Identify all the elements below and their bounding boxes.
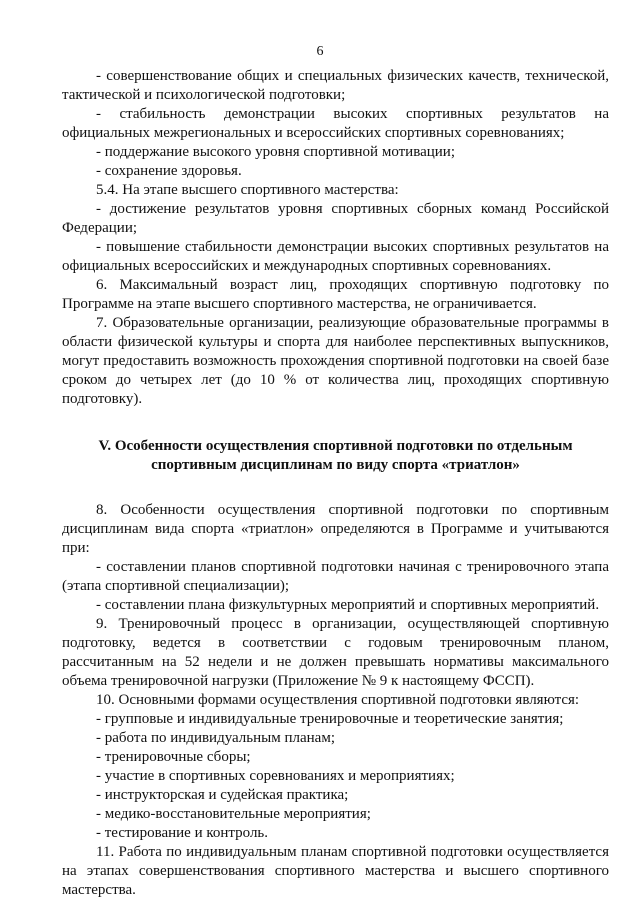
paragraph: 8. Особенности осуществления спортивной подготовки по спортивным дисциплинам вида спорта «триатлон» определяются в Программе и учитываются при: [62, 502, 609, 556]
list-item: - работа по индивидуальным планам; [96, 730, 335, 746]
paragraph: - совершенствование общих и специальных физических качеств, технической, тактической и психологической подготовки; [62, 68, 609, 103]
document-body [62, 67, 609, 900]
list-item: - участие в спортивных соревнованиях и мероприятиях; [96, 768, 455, 784]
paragraph: - достижение результатов уровня спортивных сборных команд Российской Федерации; [62, 201, 609, 236]
list-item: - тренировочные сборы; [96, 749, 251, 765]
paragraph: - повышение стабильности демонстрации высоких спортивных результатов на официальных всероссийских и международных спортивных соревнованиях. [62, 239, 609, 274]
paragraph: 9. Тренировочный процесс в организации, осуществляющей спортивную подготовку, ведется в соответствии с годовым тренировочным планом, рассчитанным на 52 недели и не должен превышать нормативы максимального объема тренировочной нагрузки (Приложение № 9 к настоящему ФССП). [62, 616, 609, 689]
page-number: 6 [316, 44, 324, 59]
list-item: - тестирование и контроль. [96, 825, 269, 841]
list-item: - инструкторская и судейская практика; [96, 787, 349, 803]
section-heading-line: V. Особенности осуществления спортивной подготовки по отдельным [98, 438, 573, 454]
paragraph: 10. Основными формами осуществления спортивной подготовки являются: [96, 692, 580, 708]
paragraph: 11. Работа по индивидуальным планам спортивной подготовки осуществляется на этапах совершенствования спортивного мастерства и высшего спортивного мастерства. [62, 844, 609, 898]
paragraph: 7. Образовательные организации, реализующие образовательные программы в области физической культуры и спорта для наиболее перспективных выпускников, могут предоставить возможность прохождения спортивной подготовки на своей базе сроком до четырех лет (до 10 % от количества лиц, проходящих спортивную подготовку). [62, 315, 609, 407]
section-heading-line: спортивным дисциплинам по виду спорта «триатлон» [151, 457, 520, 473]
list-item: - групповые и индивидуальные тренировочные и теоретические занятия; [96, 711, 564, 727]
paragraph: - составлении планов спортивной подготовки начиная с тренировочного этапа (этапа спортивной специализации); [62, 559, 609, 594]
list-item: - медико-восстановительные мероприятия; [96, 806, 371, 822]
paragraph: - сохранение здоровья. [96, 163, 242, 179]
paragraph: - поддержание высокого уровня спортивной мотивации; [96, 144, 456, 160]
paragraph: - стабильность демонстрации высоких спортивных результатов на официальных межрегиональных и всероссийских спортивных соревнованиях; [62, 106, 609, 141]
paragraph: 6. Максимальный возраст лиц, проходящих спортивную подготовку по Программе на этапе высшего спортивного мастерства, не ограничивается. [62, 277, 609, 312]
section-heading [62, 437, 609, 475]
paragraph: 5.4. На этапе высшего спортивного мастерства: [96, 182, 399, 198]
paragraph: - составлении плана физкультурных мероприятий и спортивных мероприятий. [96, 597, 600, 613]
